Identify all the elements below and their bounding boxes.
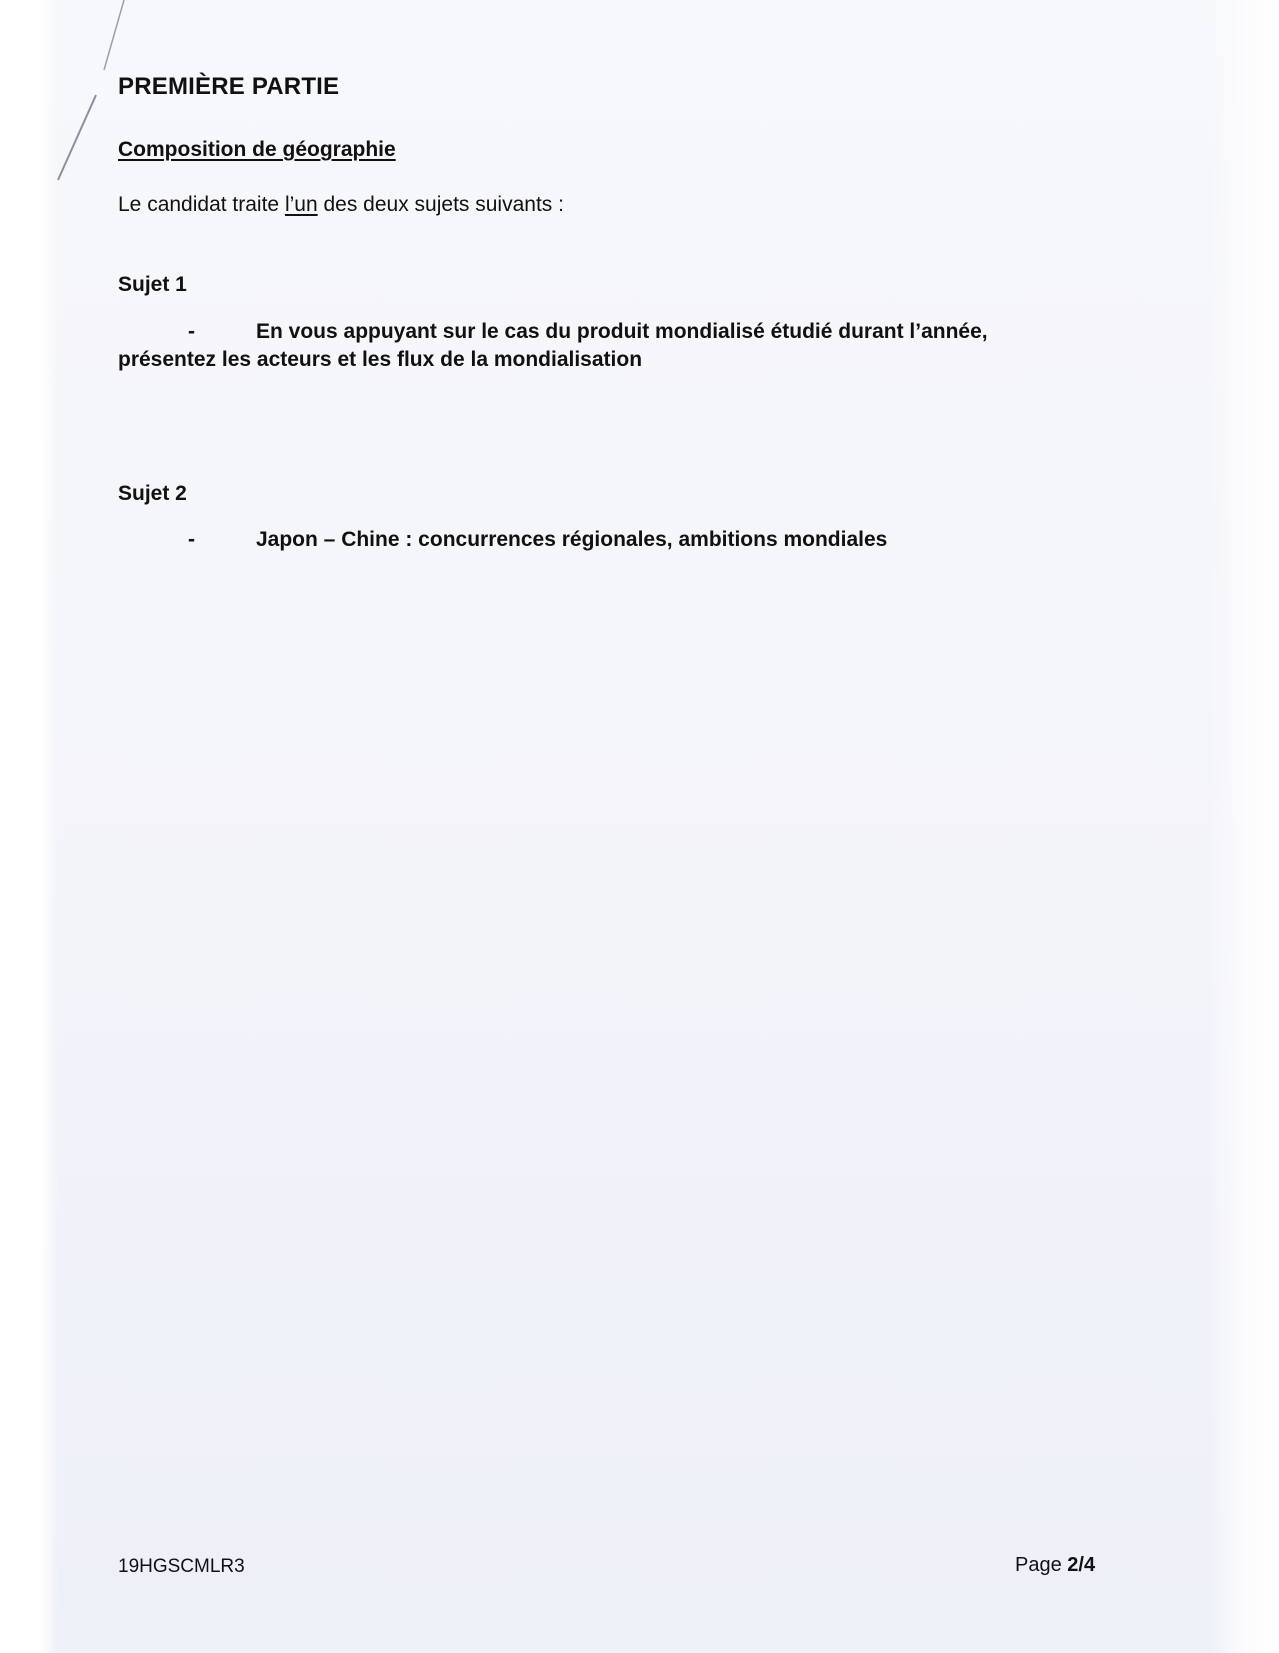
scan-right-margin — [1209, 0, 1279, 1653]
instructions-text-start: Le candidat traite — [118, 193, 285, 216]
composition-heading: Composition de géographie — [118, 138, 396, 161]
scan-left-margin — [0, 0, 58, 1653]
sujet-2-bullet: - — [188, 528, 195, 551]
page-number-label: Page — [1015, 1554, 1068, 1576]
sujet-2-label: Sujet 2 — [118, 482, 187, 505]
page-number — [1015, 1554, 1095, 1577]
sujet-1-bullet: - — [188, 320, 195, 343]
instructions-emphasis: l’un — [284, 193, 318, 216]
sujet-1-label: Sujet 1 — [118, 273, 187, 296]
document-code: 19HGSCMLR3 — [118, 1556, 245, 1577]
sujet-1-text-line-2: présentez les acteurs et les flux de la mondialisation — [118, 348, 643, 371]
instructions-text-end: des deux sujets suivants : — [317, 193, 564, 216]
section-heading: PREMIÈRE PARTIE — [118, 73, 340, 100]
page-number-value: 2/4 — [1067, 1554, 1096, 1576]
sujet-2-text: Japon – Chine : concurrences régionales, ambitions mondiales — [256, 528, 888, 551]
instructions-text — [118, 193, 564, 217]
sujet-1-text-line-1: En vous appuyant sur le cas du produit mondialisé étudié durant l’année, — [256, 320, 988, 343]
